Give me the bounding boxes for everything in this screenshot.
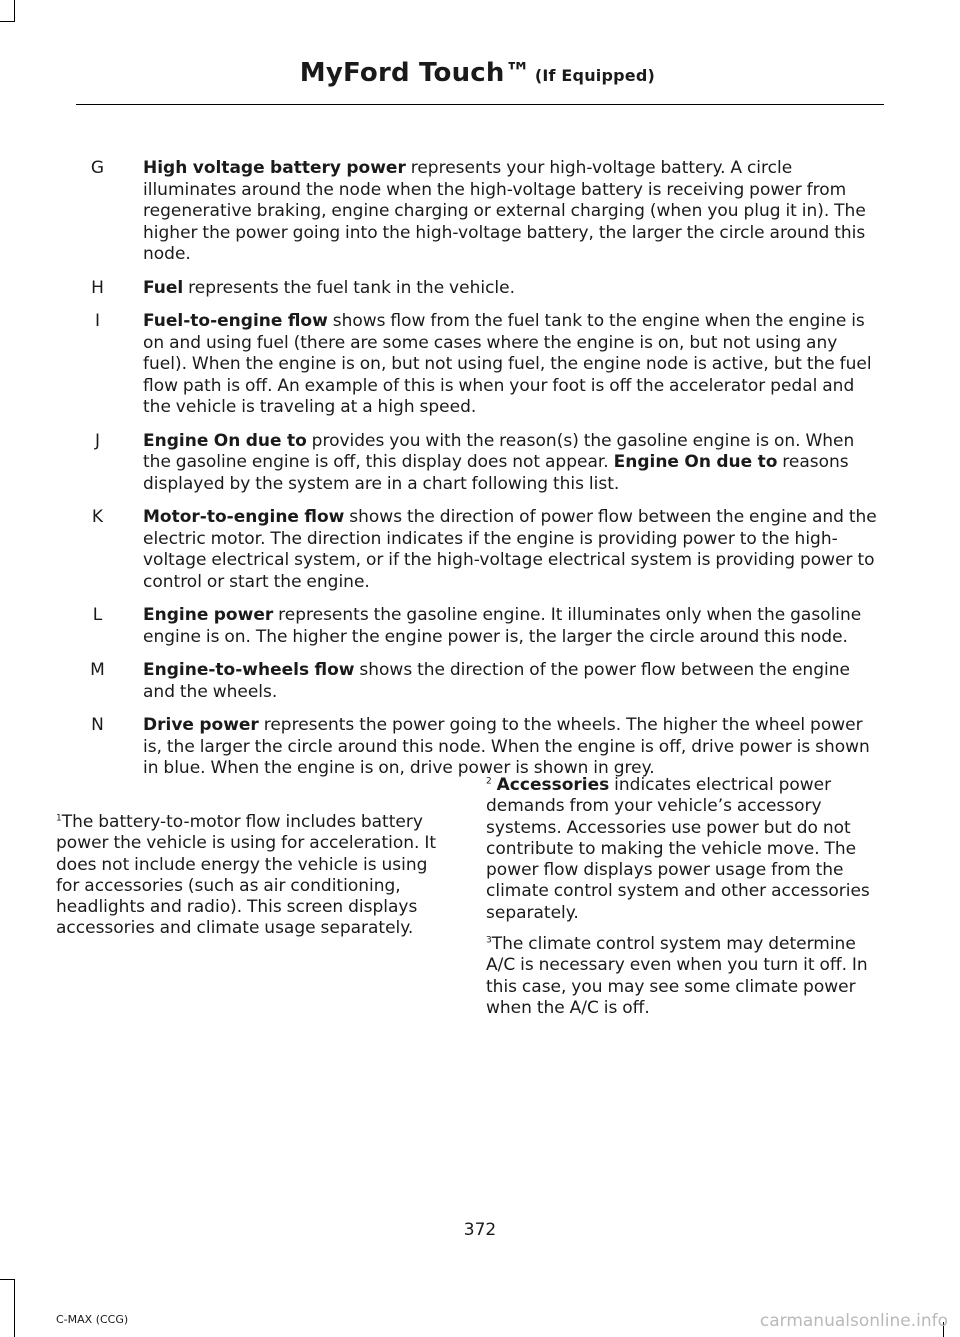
legend-item-h (84, 278, 880, 300)
legend-description (143, 715, 880, 780)
term-bold: Motor-to-engine flow (143, 507, 345, 527)
legend-item-j (84, 431, 880, 496)
legend-description (143, 158, 880, 266)
page-title (300, 58, 655, 88)
term-bold: Accessories (496, 775, 610, 795)
legend-item-k (84, 507, 880, 593)
legend-letter: L (92, 605, 103, 625)
legend-list (84, 158, 880, 792)
legend-description (143, 278, 880, 300)
footnotes-left-column (56, 812, 450, 950)
legend-description (143, 605, 880, 648)
text-run: represents your high-voltage battery. A circle illuminates around the node when the high-voltage battery is receiving power from regenerative braking, engine charging or external charging (when you plug it in). The higher the power going into the high-voltage battery, the larger the circle around this node. (143, 158, 866, 264)
legend-letter: G (90, 158, 105, 178)
legend-letter: K (91, 507, 104, 527)
crop-mark-top-left-h (0, 21, 15, 22)
text-run: The climate control system may determine A/C is necessary even when you turn it off. In this case, you may see some climate power when the A/C is off. (486, 934, 868, 1018)
legend-description (143, 311, 880, 419)
term-bold: Fuel (143, 277, 184, 298)
term-bold: Engine On due to (143, 430, 307, 451)
term-bold: Engine-to-wheels flow (143, 660, 355, 680)
watermark: carmanualsonline.info (759, 1311, 948, 1331)
text-run: The battery-to-motor flow includes battery power the vehicle is using for acceleration. It does not include energy the vehicle is using for accessories (such as air conditioning, headlights and radio). This screen displays accessories and climate usage separately. (56, 812, 436, 939)
text-run: shows the direction of the power flow between the engine and the wheels. (143, 660, 850, 702)
legend-description (143, 660, 880, 703)
legend-letter: I (94, 311, 100, 331)
text-run: reasons displayed by the system are in a chart following this list. (143, 452, 849, 494)
crop-mark-top-left (14, 0, 15, 22)
footnote (486, 775, 882, 924)
text-run: indicates electrical power demands from your vehicle’s accessory systems. Accessories use power but do not contribute to making the vehicle move. The power flow displays power usage from the climate control system and other accessories separately. (486, 775, 870, 923)
legend-item-m (84, 660, 880, 703)
text-run: shows flow from the fuel tank to the engine when the engine is on and using fuel (there are some cases where the engine is on, but not using any fuel). When the engine is on, but not using fuel, the engine node is active, but the fuel flow path is off. An example of this is when your foot is off the accelerator pedal and the vehicle is traveling at a high speed. (143, 311, 872, 417)
header-title-text: MyFord Touch™ (299, 58, 531, 88)
term-bold: Engine power (143, 605, 274, 625)
legend-item-n (84, 715, 880, 780)
crop-mark-bottom-left-h (0, 1279, 15, 1280)
legend-letter: H (91, 277, 104, 298)
term-bold: Drive power (143, 715, 259, 735)
term-bold: Engine On due to (613, 452, 778, 472)
text-run: shows the direction of power flow between the engine and the electric motor. The direction indicates if the engine is providing power to the high-voltage electrical system, or if the high-voltage electrical system is providing power to control or start the engine. (143, 507, 877, 592)
legend-description (143, 507, 880, 593)
term-bold: Fuel-to-engine flow (143, 311, 328, 331)
footnote-marker: 2 (486, 776, 492, 787)
legend-letter: J (94, 430, 100, 451)
text-run: provides you with the reason(s) the gasoline engine is on. When the gasoline engine is off, this display does not appear. (143, 430, 855, 472)
legend-item-i (84, 311, 880, 419)
text-run: represents the fuel tank in the vehicle. (183, 277, 516, 298)
term-bold: High voltage battery power (143, 158, 406, 178)
crop-mark-bottom-left (14, 1279, 15, 1337)
legend-item-l (84, 605, 880, 648)
header-subtitle: (If Equipped) (534, 66, 655, 85)
footnotes-right-column (486, 775, 882, 1029)
text-run: represents the power going to the wheels. The higher the wheel power is, the larger the circle around this node. When the engine is off, drive power is shown in blue. When the engine is on, drive power is shown in grey. (143, 715, 870, 778)
footnote-marker: 3 (486, 935, 492, 946)
legend-letter: N (91, 715, 104, 735)
legend-letter: M (90, 660, 105, 680)
page-number: 372 (463, 1220, 497, 1240)
footnote (486, 934, 882, 1019)
footnote-marker: 1 (56, 813, 62, 824)
footer-model-code: C-MAX (CCG) (56, 1313, 129, 1326)
header-rule (76, 104, 884, 105)
footnote (56, 812, 450, 940)
legend-item-g (84, 158, 880, 266)
legend-description (143, 431, 880, 496)
text-run: represents the gasoline engine. It illuminates only when the gasoline engine is on. The higher the engine power is, the larger the circle around this node. (143, 605, 862, 647)
